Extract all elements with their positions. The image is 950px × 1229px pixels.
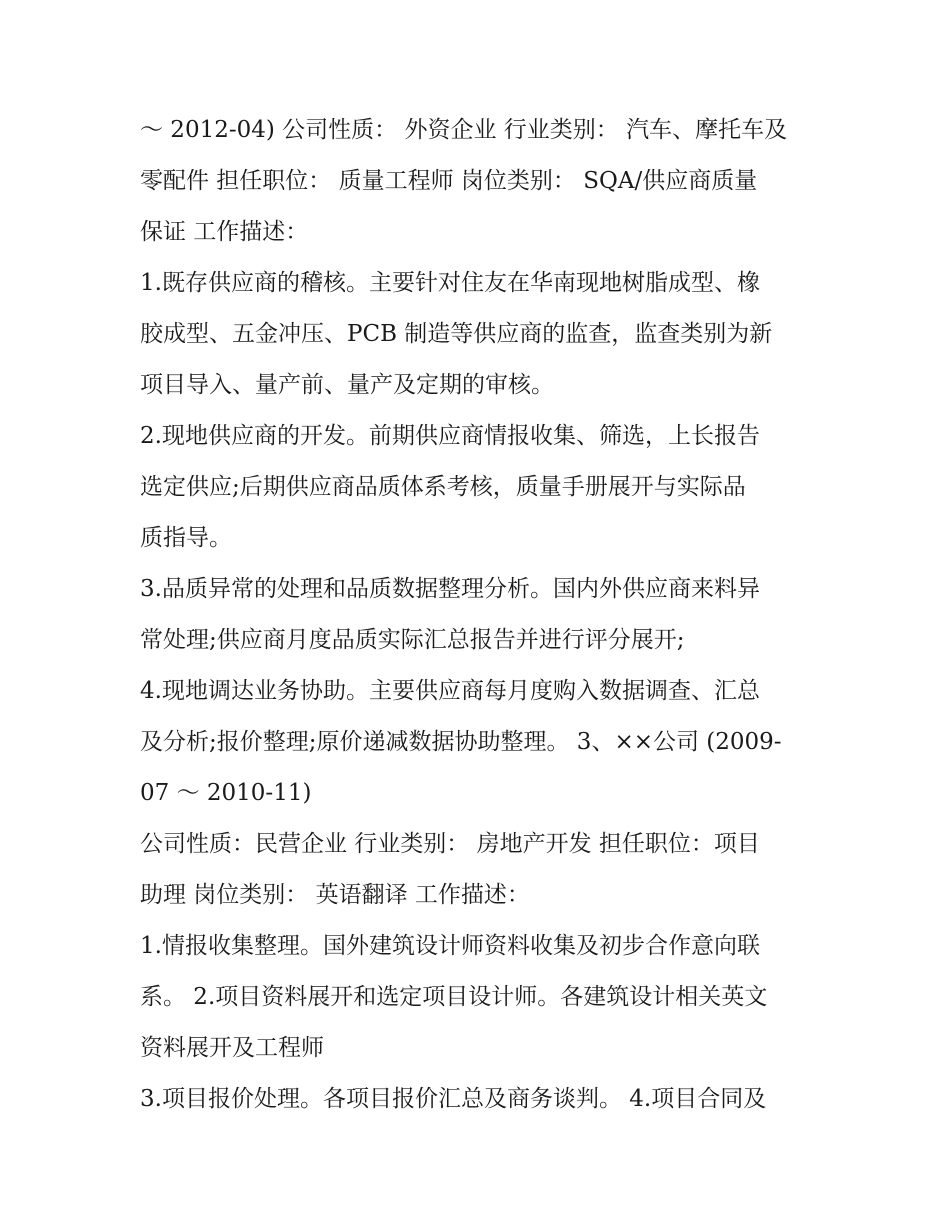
text-line: 质指导。	[140, 525, 232, 551]
text-line: 1.情报收集整理。国外建筑设计师资料收集及初步合作意向联	[140, 933, 760, 959]
text-line: 系。 2.项目资料展开和选定项目设计师。各建筑设计相关英文	[140, 984, 768, 1010]
text-line: 常处理;供应商月度品质实际汇总报告并进行评分展开;	[140, 627, 685, 653]
text-line: 胶成型、五金冲压、PCB 制造等供应商的监查，监查类别为新	[140, 321, 773, 347]
text-line: 1.既存供应商的稽核。主要针对住友在华南现地树脂成型、橡	[140, 270, 760, 296]
text-line: 4.现地调达业务协助。主要供应商每月度购入数据调查、汇总	[140, 678, 760, 704]
text-line: 07 ～ 2010-11)	[140, 780, 312, 806]
text-line: 零配件 担任职位： 质量工程师 岗位类别： SQA/供应商质量	[140, 168, 758, 194]
text-line: 项目导入、量产前、量产及定期的审核。	[140, 372, 554, 398]
document-body	[140, 105, 815, 1125]
text-line: ～ 2012-04) 公司性质： 外资企业 行业类别： 汽车、摩托车及	[140, 117, 788, 143]
text-line: 3.品质异常的处理和品质数据整理分析。国内外供应商来料异	[140, 576, 760, 602]
text-line: 选定供应;后期供应商品质体系考核，质量手册展开与实际品	[140, 474, 746, 500]
text-line: 3.项目报价处理。各项目报价汇总及商务谈判。 4.项目合同及	[140, 1086, 767, 1112]
text-line: 保证 工作描述：	[140, 219, 309, 245]
text-line: 公司性质：民营企业 行业类别： 房地产开发 担任职位：项目	[140, 831, 760, 857]
text-line: 及分析;报价整理;原价递减数据协助整理。 3、××公司 (2009-	[140, 729, 782, 755]
text-line: 助理 岗位类别： 英语翻译 工作描述：	[140, 882, 530, 908]
text-line: 资料展开及工程师	[140, 1035, 324, 1061]
text-line: 2.现地供应商的开发。前期供应商情报收集、筛选，上长报告	[140, 423, 760, 449]
